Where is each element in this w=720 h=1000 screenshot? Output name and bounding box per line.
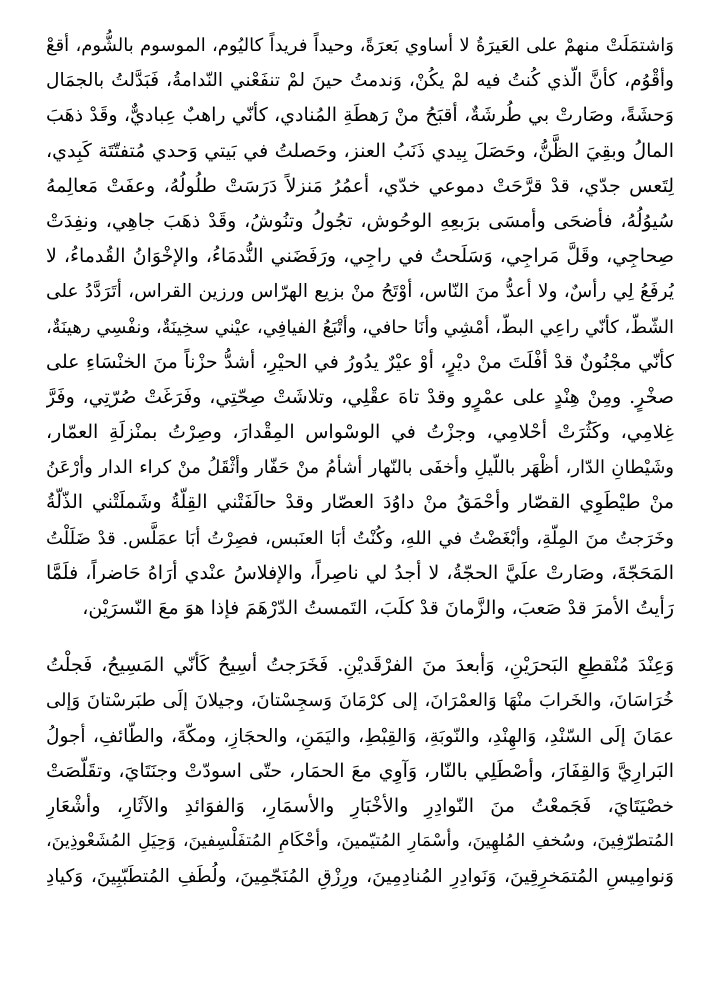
text-line: عمَانَ إلَى السّنْدِ، وَالهِنْدِ، والنّوبَةِ، وَالقِبْطِ، واليَمَنِ، والحجَازِ، ومكّةَ، والطّائفِ، أجولُ bbox=[46, 725, 674, 747]
text-line: صِحاجِي، وقَلَّ مَراجِي، وَسَلَحتُ في راجِي، ورَفَضَني النُّدمَاءُ، والإخْوَانُ القُدماءُ، لا bbox=[46, 245, 674, 268]
text-line: البَرارِيَّ وَالقِفَارَ، وأصْطَلِي بالنّار، وَآوِي معَ الحمَار، حتّى اسودّتْ وجنَتَايَ، وتقَلّصَتْ bbox=[46, 759, 674, 782]
text-line: سُيوُلُهُ، فأضحَى وأمسَى برَبعِهِ الوحُوش، تجُولُ وتنُوشُ، وقَدْ ذهَبَ جاهِي، ونفِدَتْ bbox=[46, 209, 674, 232]
paragraph-1 bbox=[46, 28, 674, 626]
text-line: خُرَاسَانَ، والخَرابَ منْهَا وَالعمْرَانَ، إلى كرْمَانَ وَسجِسْتانَ، وجيلانَ إلَى طبَرسْتانَ وَإلى bbox=[46, 690, 674, 712]
text-line: وخَرَجتُ منَ المِلّةِ، وأبْغَضْتُ في اللهِ، وكُنْتُ أبَا العنَبس، فصِرْتُ أبَا عمَلَّس. قدْ ضَلَلْتُ bbox=[46, 527, 674, 549]
text-line: لِتَعس جدّي، قدْ قرَّحَتْ دموعي خدّي، أعمُرُ مَنزلاً دَرَسَتْ طلُولُهُ، وعفَتْ مَعالِمهُ bbox=[46, 174, 674, 197]
text-line: وَحشَةً، وصَارتْ بي طُرشَةٌ، أقبَحُ منْ رَهطَةِ المُنادي، كأنّي راهبٌ عِباديٌّ، وقَدْ ذهَبَ bbox=[46, 104, 674, 127]
text-line: منْ طيْطَوِي القصّار وأحْمَقُ منْ داوُدَ العصّار وقدْ حالَفَتْني القِلّةُ وشَملَتْني الذّلّةُ bbox=[46, 491, 674, 514]
text-line: وَاشتمَلَتْ منهمْ على العَيرَةُ لا أساوي بَعرَةً، وحيداً فريداً كاليُوم، الموسوم بالشُّوم، أقعْ bbox=[46, 35, 674, 56]
text-line: وَنوامِيسِ المُتمَخرِقِينَ، وَنَوادِرِ المُنادِمِينَ، ورِزْقِ المُنَجّمِينَ، ولُطَفِ المُتطَبّبِينَ، وَكيادِ bbox=[46, 866, 674, 888]
text-line: كأنّي مجْنُونٌ قدْ أفْلَتَ منْ ديْرٍ، أوْ عيْرٌ يدُورُ في الحيْرِ، أشدُّ حزْناً منَ الخنْسَاءِ على bbox=[46, 350, 674, 373]
text-line: وشَيْطانِ الدّار، أظْهَر باللّيلِ وأخفَى بالنّهار أشأمُ منْ حَفّار وأثْقَلُ منْ كراء الدار وأرْعَنُ bbox=[46, 457, 674, 479]
text-line: المَحَجّةَ، وصَارتْ علَيَّ الحجّةُ، لا أجدُ لي ناصِراً، والإفلاسُ عنْدي أرَاهُ حَاضراً، فلَمَّا bbox=[46, 561, 674, 584]
text-line: المالُ وبقِيَ الظَّنُّ، وحَصَلَ بِيدي ذَنَبُ العنز، وحَصلتُ في بَيتي وَحدي مُتفتّتَة كَبِدي، bbox=[46, 139, 674, 162]
text-line: رَأيتُ الأمرَ قدْ صَعبَ، والزَّمانَ قدْ كلَبَ، التَمستُ الدّرْهَمَ فإذا هوَ معَ النّسرَيْن، bbox=[82, 597, 674, 619]
text-line: وأقْوُم، كأنَّ الّذي كُنتُ فيه لمْ يكُنْ، وَندمتُ حينَ لمْ تنفَعْني النّدامةُ، فَبَدَّلتُ بالجمَال bbox=[46, 70, 674, 92]
text-line: غِلامِي، وكَثُرَتْ أحْلامِي، وجزْتُ في الوسْواس المِقْدارَ، وصِرْتُ بمنْزلَةِ العمّار، bbox=[46, 421, 674, 444]
text-line: يُرفَعُ لِي رأسٌ، ولا أعدُّ منَ النّاس، أوْتَحُ منْ بزيع الهرّاس ورزين القراس، أتَرَدَّدُ على bbox=[46, 281, 674, 303]
text-line: صخْرٍ. ومِنْ هِنْدٍ على عمْرٍو وقدْ تاهَ عقْلِي، وتلاشَتْ صِحّتِي، وفَرَغَتْ صُرّتِي، وفَرَّ bbox=[46, 385, 674, 408]
text-line: خصْيَتَايَ، فَجَمعْتُ منَ النّوادِرِ والأخْبَارِ والأسمَارِ، وَالفوَائدِ والآثَارِ، وأشْعَارِ bbox=[46, 794, 674, 817]
text-line: وَعِنْدَ مُنْقطِعِ البَحرَيْنِ، وَأبعدَ منَ الفرْقَديْنِ. فَخَرَجتُ أسِيحُ كَأنّي المَسِيحُ، فَجلْتُ bbox=[46, 654, 674, 677]
document-page bbox=[46, 28, 674, 895]
text-line: الشّطّ، كأنّي راعِي البطّ، أمْشِي وأنَا حافي، وأتْبَعُ الفيافِي، عيْني سخِينَةٌ، ونفْسِي رهينَةٌ، bbox=[46, 316, 674, 338]
text-line: المُتطرّفِينَ، وسُخفِ المُلهِينَ، وأسْمَارِ المُتيّمينَ، وأحْكَامِ المُتفَلْسِفينَ، وَحِيَلِ المُشَعْوذِينَ، bbox=[46, 831, 674, 852]
paragraph-gap bbox=[46, 626, 674, 648]
paragraph-2 bbox=[46, 648, 674, 894]
